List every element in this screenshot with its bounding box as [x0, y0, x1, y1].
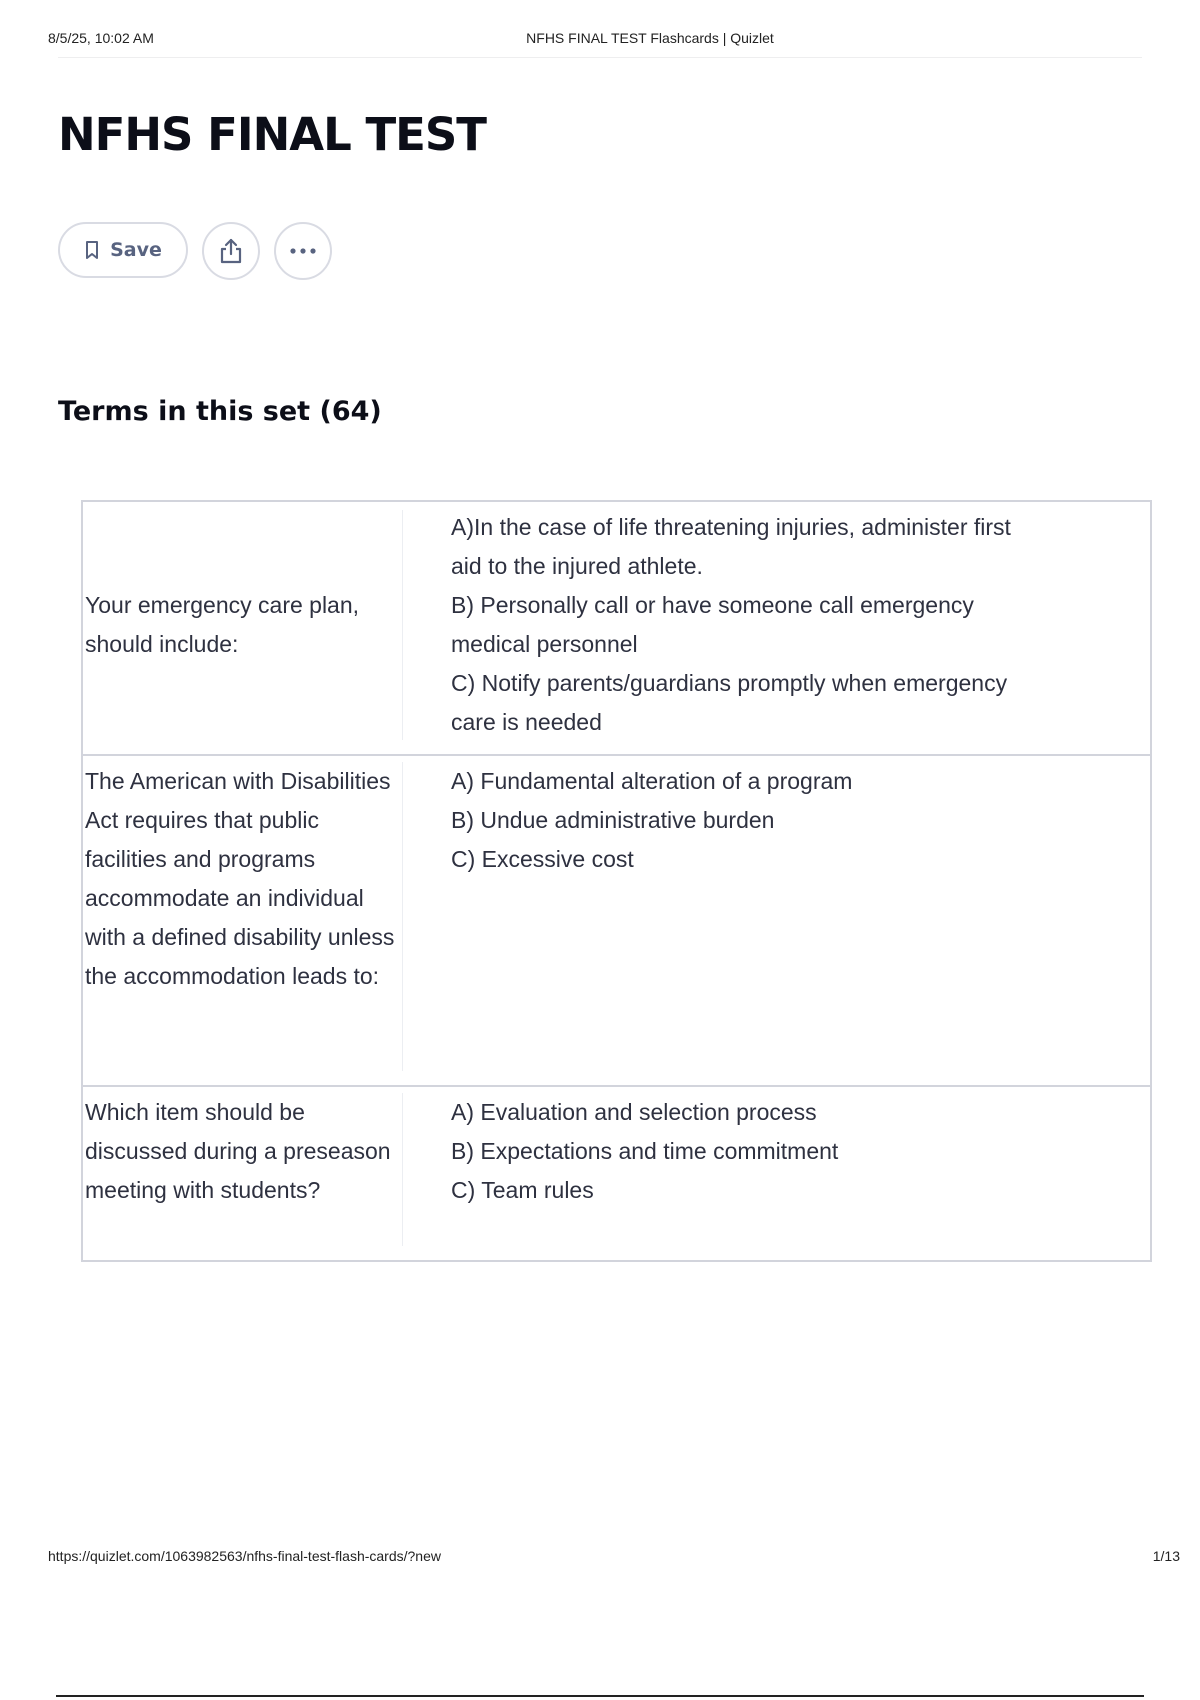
print-header — [48, 30, 1152, 52]
definition-line: B) Undue administrative burden — [451, 807, 775, 833]
bottom-divider — [56, 1695, 1144, 1697]
definition-line: B) Personally call or have someone call emergency medical personnel — [451, 592, 974, 657]
page-number: 1/13 — [1152, 1548, 1180, 1564]
table-row — [83, 1085, 1150, 1260]
term-text: Which item should be discussed during a preseason meeting with students? — [85, 1099, 391, 1203]
definition-line: C) Team rules — [451, 1177, 594, 1203]
bookmark-icon — [84, 240, 100, 260]
definition-line: A) Fundamental alteration of a program — [451, 768, 853, 794]
more-icon — [289, 247, 317, 255]
set-actions — [58, 222, 332, 280]
term-cell — [83, 1093, 403, 1246]
more-options-button[interactable] — [274, 222, 332, 280]
header-divider — [58, 57, 1142, 58]
definition-line: A) Evaluation and selection process — [451, 1099, 817, 1125]
term-text: The American with Disabilities Act requires that public facilities and programs accommodate an individual with a defined disability unless the accommodation leads to: — [85, 768, 395, 989]
terms-heading: Terms in this set (64) — [58, 396, 382, 427]
definition-line: A)In the case of life threatening injuries, administer first aid to the injured athlete. — [451, 514, 1011, 579]
page-title: NFHS FINAL TEST — [58, 108, 486, 161]
definition-cell — [403, 756, 1150, 1085]
share-icon — [218, 237, 244, 265]
table-row — [83, 754, 1150, 1085]
term-text: Your emergency care plan, should include: — [85, 592, 360, 657]
definition-cell — [403, 502, 1150, 754]
print-doc-title: NFHS FINAL TEST Flashcards | Quizlet — [526, 30, 774, 46]
print-url: https://quizlet.com/1063982563/nfhs-final-test-flash-cards/?new — [48, 1548, 441, 1564]
definition-line: B) Expectations and time commitment — [451, 1138, 839, 1164]
table-row — [83, 502, 1150, 754]
term-cell — [83, 762, 403, 1071]
term-cell — [83, 510, 403, 740]
definition-line: C) Excessive cost — [451, 846, 634, 872]
definition-cell — [403, 1087, 1150, 1260]
save-button-label: Save — [110, 239, 162, 261]
share-button[interactable] — [202, 222, 260, 280]
definition-line: C) Notify parents/guardians promptly when emergency care is needed — [451, 670, 1008, 735]
print-datetime: 8/5/25, 10:02 AM — [48, 30, 154, 46]
terms-table — [81, 500, 1152, 1262]
save-button[interactable] — [58, 222, 188, 278]
